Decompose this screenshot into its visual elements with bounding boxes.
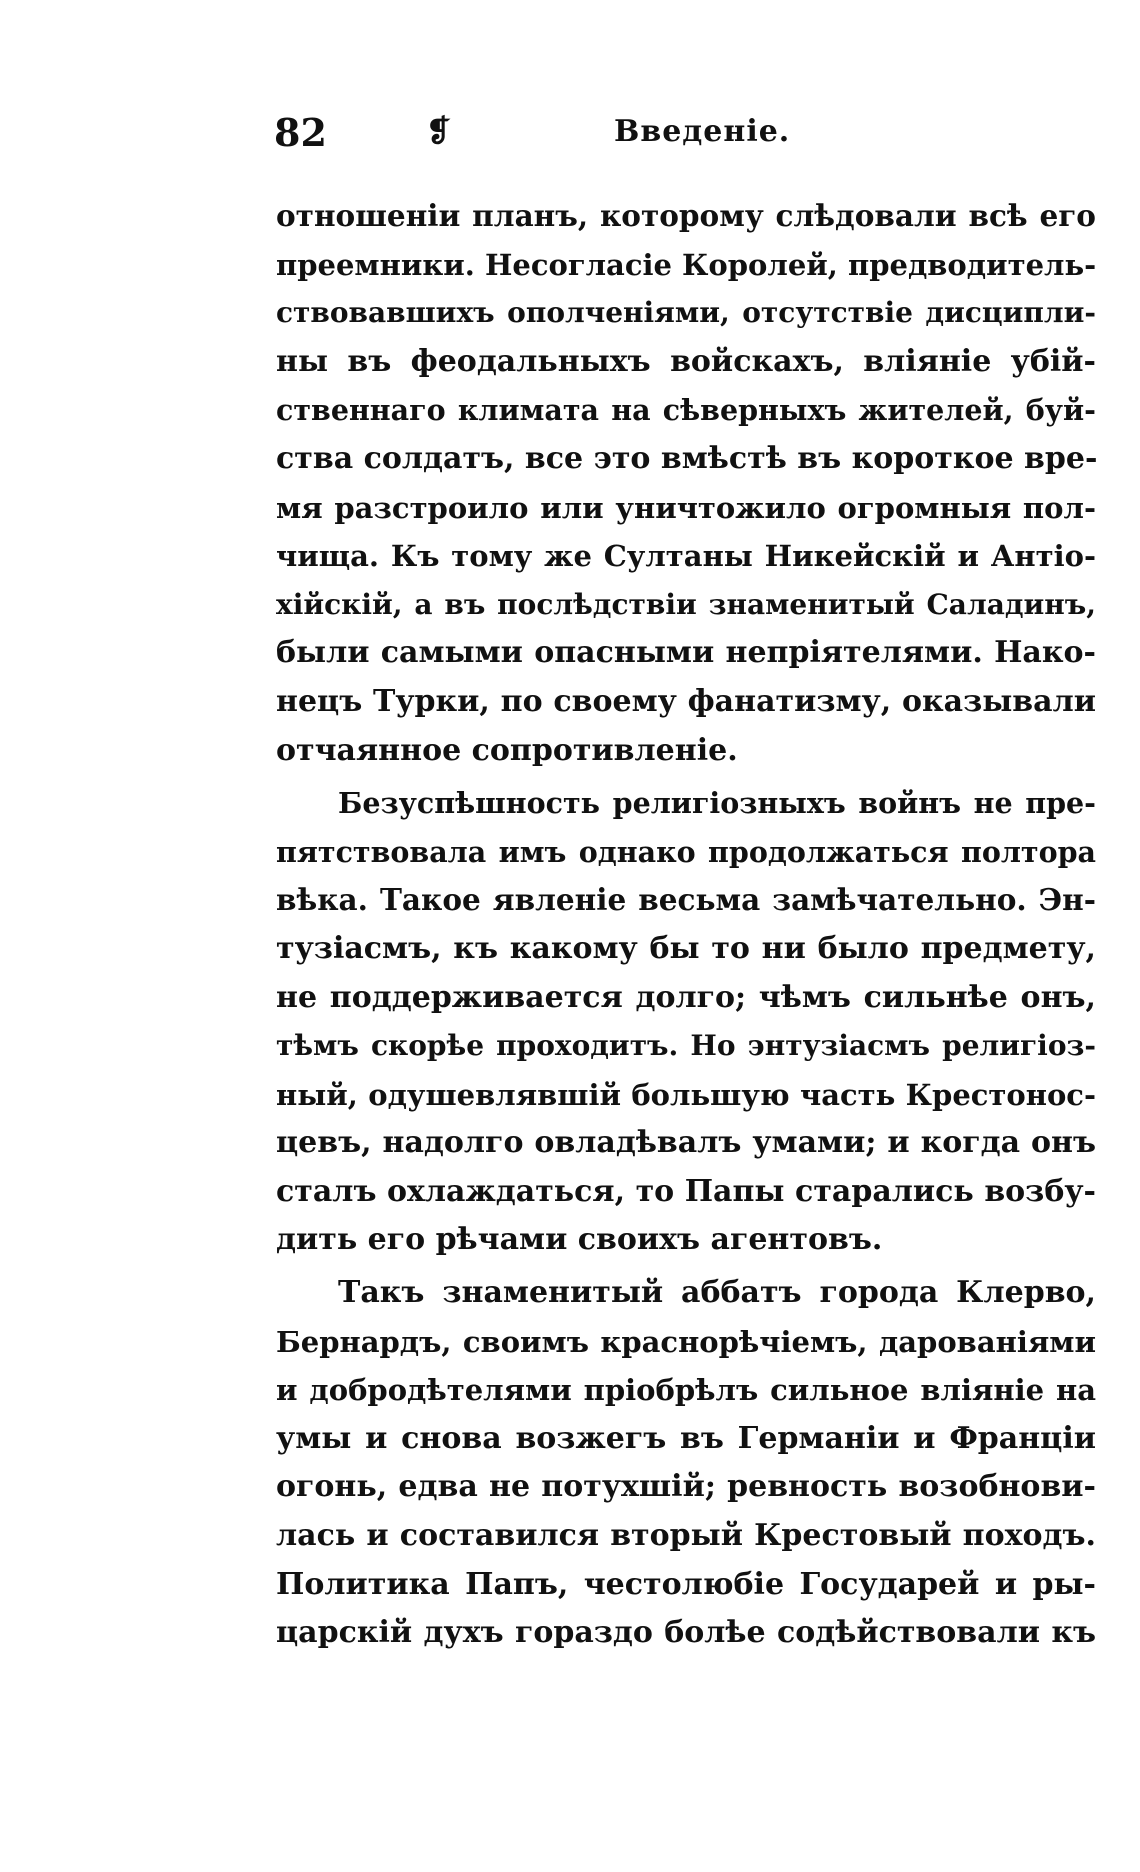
paragraph-3 (276, 1269, 1096, 1658)
text-line: пятствовала имъ однако продолжаться полтора (276, 834, 1096, 869)
text-line: чища. Къ тому же Султаны Никейскiй и Антiо- (276, 539, 1096, 574)
text-line: лась и составился вторый Крестовый походъ. (276, 1518, 1096, 1554)
text-line: нецъ Турки, по своему фанатизму, оказывали (276, 683, 1096, 719)
text-line: дить его рѣчами своихъ агентовъ. (276, 1222, 883, 1258)
text-line: тѣмъ скорѣе проходитъ. Но энтузiасмъ религiоз- (276, 1029, 1096, 1063)
paragraph-1 (276, 192, 1096, 775)
text-line: цевъ, надолго овладѣвалъ умами; и когда онъ (276, 1125, 1096, 1161)
running-title: Введенiе. (614, 114, 791, 149)
text-line: не поддерживается долго; чѣмъ сильнѣе онъ, (276, 979, 1096, 1015)
text-line: мя разстроило или уничтожило огромныя пол- (276, 490, 1096, 525)
text-line: отчаянное сопротивленiе. (276, 732, 738, 768)
text-line: ный, одушевлявшiй большую часть Крестонос- (276, 1077, 1096, 1112)
text-line: отношенiи планъ, которому слѣдовали всѣ его (276, 198, 1096, 233)
text-line: тузiасмъ, къ какому бы то ни было предмету, (276, 930, 1096, 966)
text-line: были самыми опасными непрiятелями. Нако- (276, 635, 1096, 671)
page-header (274, 110, 1084, 170)
text-line: ствовавшихъ ополченiями, отсутствiе дисципли- (276, 296, 1096, 330)
text-line: и добродѣтелями прiобрѣлъ сильное влiянiе на (276, 1373, 1096, 1408)
text-line: хiйскiй, а въ послѣдствiи знаменитый Саладинъ, (276, 587, 1096, 621)
text-line: Безуспѣшность религiозныхъ войнъ не пре- (338, 786, 1096, 821)
page-number: 82 (274, 110, 327, 155)
text-line: вѣка. Такое явленiе весьма замѣчательно. Эн- (276, 882, 1096, 918)
text-line: преемники. Несогласiе Королей, предводитель- (276, 247, 1097, 282)
text-line: Бернардъ, своимъ краснорѣчiемъ, дарованiями (276, 1324, 1096, 1359)
text-line: сталъ охлаждаться, то Папы старались возбу- (276, 1173, 1096, 1209)
header-ornament-icon: ❡ (426, 114, 452, 149)
text-line: царскiй духъ гораздо болѣе содѣйствовали къ (276, 1615, 1096, 1651)
text-line: Политика Папъ, честолюбiе Государей и ры- (276, 1566, 1096, 1602)
text-line: Такъ знаменитый аббатъ города Клерво, (338, 1275, 1096, 1311)
text-line: ственнаго климата на сѣверныхъ жителей, буй- (276, 393, 1096, 428)
text-line: ства солдатъ, все это вмѣстѣ въ короткое вре- (276, 440, 1098, 476)
text-line: умы и снова возжегъ въ Германiи и Францiи (276, 1420, 1096, 1456)
text-line: ны въ феодальныхъ войскахъ, влiянiе убiй- (276, 343, 1096, 379)
paragraph-2 (276, 779, 1096, 1265)
text-line: огонь, едва не потухшiй; ревность возобнови- (276, 1469, 1096, 1505)
page-body (276, 192, 1096, 1658)
